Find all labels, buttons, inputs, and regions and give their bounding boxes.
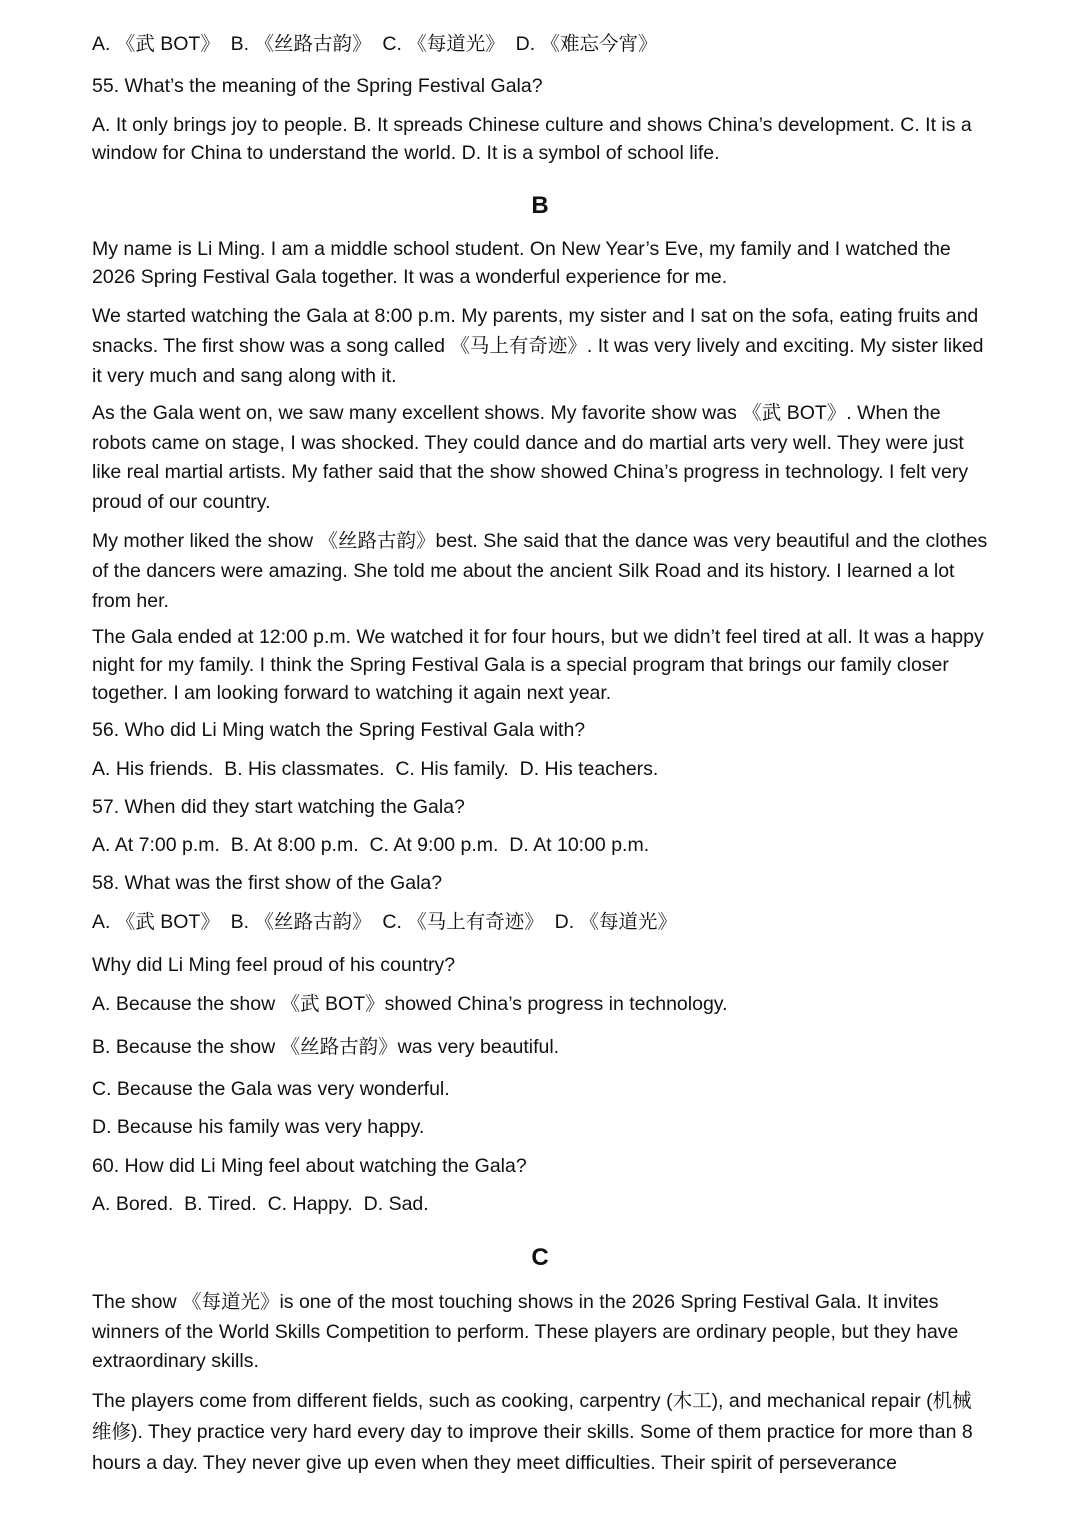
section-b-heading: B xyxy=(531,192,549,219)
q56-options: A. His friends. B. His classmates. C. His family. D. His teachers. xyxy=(92,758,659,780)
q60-question: 60. How did Li Ming feel about watching the Gala? xyxy=(92,1155,527,1177)
section-b-paragraph-5: The Gala ended at 12:00 p.m. We watched it for four hours, but we didn’t feel tired at all. It was a happy night for my family. I think the Spring Festival Gala is a special program that brings our family closer together. I am looking forward to watching it again next year. xyxy=(92,626,984,704)
section-b-paragraph-1: My name is Li Ming. I am a middle school student. On New Year’s Eve, my family and I watched the 2026 Spring Festival Gala together. It was a wonderful experience for me. xyxy=(92,238,951,288)
q56-question: 56. Who did Li Ming watch the Spring Festival Gala with? xyxy=(92,719,586,741)
q57-options: A. At 7:00 p.m. B. At 8:00 p.m. C. At 9:00 p.m. D. At 10:00 p.m. xyxy=(92,834,650,856)
q55-options: A. It only brings joy to people. B. It spreads Chinese culture and shows China’s development. C. It is a window for China to understand the world. D. It is a symbol of school life. xyxy=(92,114,972,164)
q59-option-a: A. Because the show 《武 BOT》showed China’s progress in technology. xyxy=(92,993,728,1015)
section-b-paragraph-4: My mother liked the show 《丝路古韵》best. She said that the dance was very beautiful and the clothes of the dancers were amazing. She told me about the ancient Silk Road and its history. I learned a lot from her. xyxy=(92,530,988,612)
section-c-heading: C xyxy=(531,1244,549,1271)
section-b-paragraph-3: As the Gala went on, we saw many excellent shows. My favorite show was 《武 BOT》. When the robots came on stage, I was shocked. They could dance and do martial arts very well. They were just like real martial artists. My father said that the show showed China’s progress in technology. I felt very proud of our country. xyxy=(92,402,969,513)
q60-options: A. Bored. B. Tired. C. Happy. D. Sad. xyxy=(92,1193,429,1215)
q54-options: A. 《武 BOT》 B. 《丝路古韵》 C. 《每道光》 D. 《难忘今宵》 xyxy=(92,33,658,55)
q59-option-d: D. Because his family was very happy. xyxy=(92,1116,425,1138)
section-c-paragraph-1: The show 《每道光》is one of the most touching shows in the 2026 Spring Festival Gala. It invites winners of the World Skills Competition to perform. These players are ordinary people, but they have extraordinary skills. xyxy=(92,1291,959,1372)
q59-question: Why did Li Ming feel proud of his country? xyxy=(92,954,456,976)
q58-question: 58. What was the first show of the Gala? xyxy=(92,872,443,894)
q57-question: 57. When did they start watching the Gala? xyxy=(92,796,465,818)
q58-options: A. 《武 BOT》 B. 《丝路古韵》 C. 《马上有奇迹》 D. 《每道光》 xyxy=(92,911,678,933)
section-b-paragraph-2: We started watching the Gala at 8:00 p.m. My parents, my sister and I sat on the sofa, eating fruits and snacks. The first show was a song called 《马上有奇迹》. It was very lively and exciting. My sister liked it very much and sang along with it. xyxy=(92,305,984,387)
q59-option-b: B. Because the show 《丝路古韵》was very beautiful. xyxy=(92,1036,560,1058)
q59-option-c: C. Because the Gala was very wonderful. xyxy=(92,1078,450,1100)
section-c-paragraph-2: The players come from different fields, such as cooking, carpentry (木工), and mechanical repair (机械维修). They practice very hard every day to improve their skills. Some of them practice for more than 8 hours a day. They never give up even when they meet difficulties. Their spirit of perseverance xyxy=(92,1390,973,1474)
q55-question: 55. What’s the meaning of the Spring Festival Gala? xyxy=(92,75,543,97)
